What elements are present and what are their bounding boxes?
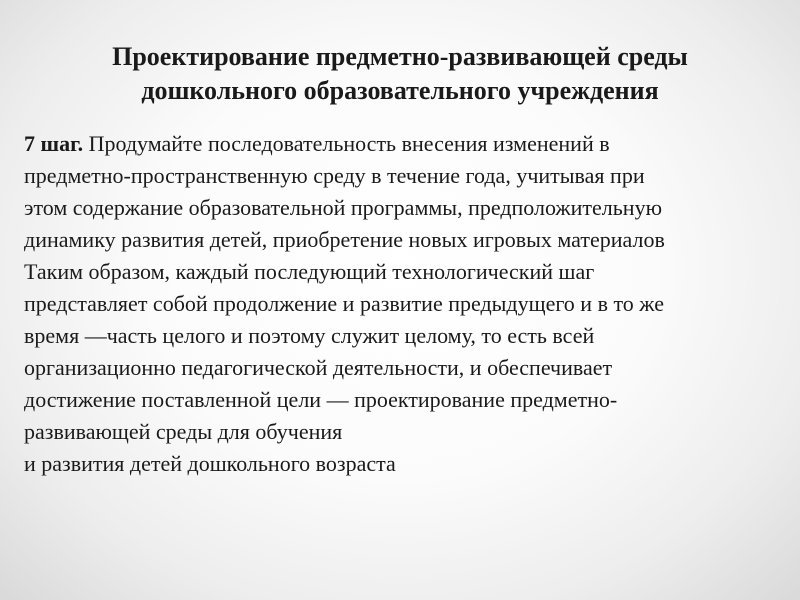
slide-body-text: [24, 128, 794, 480]
body-line: время —часть целого и поэтому служит целому, то есть всей: [24, 323, 595, 348]
body-line-1: [24, 128, 794, 160]
title-line-1: Проектирование предметно-развивающей среды: [112, 42, 688, 71]
body-line: Таким образом, каждый последующий технологический шаг: [24, 259, 595, 284]
body-line: и развития детей дошкольного возраста: [24, 451, 396, 476]
body-line: достижение поставленной цели — проектирование предметно-: [24, 387, 618, 412]
title-line-2: дошкольного образовательного учреждения: [141, 76, 659, 105]
body-line: предметно-пространственную среду в течение года, учитывая при: [24, 163, 645, 188]
body-line-1-text: Продумайте последовательность внесения изменений в: [83, 131, 610, 156]
slide-title: [40, 40, 760, 108]
body-line: динамику развития детей, приобретение новых игровых материалов: [24, 227, 665, 252]
body-line: представляет собой продолжение и развитие предыдущего и в то же: [24, 291, 664, 316]
step-label: 7 шаг.: [24, 131, 84, 156]
body-line: этом содержание образовательной программы, предположительную: [24, 195, 662, 220]
body-line: развивающей среды для обучения: [24, 419, 343, 444]
body-line: организационно педагогической деятельности, и обеспечивает: [24, 355, 613, 380]
